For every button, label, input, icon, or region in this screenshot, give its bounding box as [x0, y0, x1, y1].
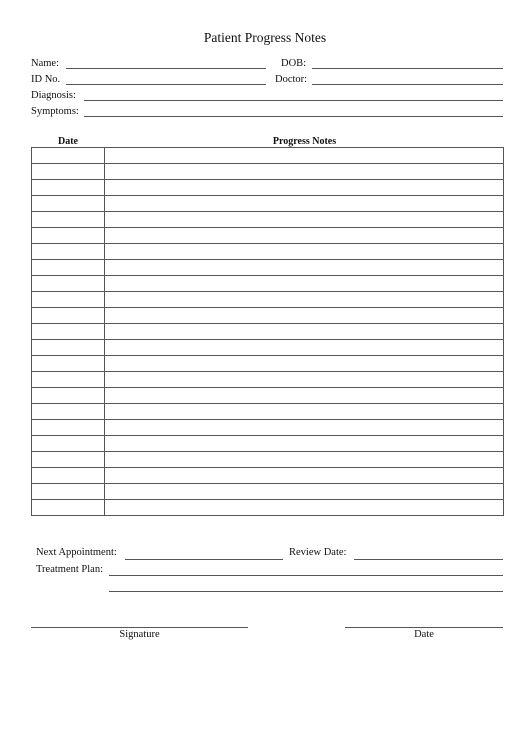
table-row	[32, 372, 504, 388]
table-row	[32, 228, 504, 244]
progress-note-cell[interactable]	[105, 276, 504, 292]
date-cell[interactable]	[32, 180, 105, 196]
progress-notes-column-header: Progress Notes	[272, 136, 337, 147]
date-cell[interactable]	[32, 260, 105, 276]
progress-note-cell[interactable]	[105, 404, 504, 420]
table-row	[32, 356, 504, 372]
progress-notes-table	[31, 147, 504, 516]
date-cell[interactable]	[32, 356, 105, 372]
progress-note-cell[interactable]	[105, 196, 504, 212]
doctor-field[interactable]	[312, 84, 503, 85]
id-no-label: ID No.	[31, 74, 61, 85]
progress-note-cell[interactable]	[105, 228, 504, 244]
progress-note-cell[interactable]	[105, 324, 504, 340]
progress-note-cell[interactable]	[105, 260, 504, 276]
progress-note-cell[interactable]	[105, 484, 504, 500]
progress-note-cell[interactable]	[105, 164, 504, 180]
table-row	[32, 500, 504, 516]
date-cell[interactable]	[32, 244, 105, 260]
table-row	[32, 340, 504, 356]
date-cell[interactable]	[32, 452, 105, 468]
table-row	[32, 244, 504, 260]
progress-note-cell[interactable]	[105, 340, 504, 356]
table-row	[32, 164, 504, 180]
date-cell[interactable]	[32, 468, 105, 484]
table-row	[32, 260, 504, 276]
table-row	[32, 388, 504, 404]
date-cell[interactable]	[32, 500, 105, 516]
doctor-label: Doctor:	[275, 74, 308, 85]
date-cell[interactable]	[32, 308, 105, 324]
table-row	[32, 308, 504, 324]
table-row	[32, 436, 504, 452]
progress-notes-body	[32, 148, 504, 516]
review-date-field[interactable]	[354, 559, 503, 560]
progress-note-cell[interactable]	[105, 372, 504, 388]
date-cell[interactable]	[32, 148, 105, 164]
date-cell[interactable]	[32, 388, 105, 404]
symptoms-label: Symptoms:	[31, 106, 79, 117]
symptoms-field[interactable]	[84, 116, 503, 117]
diagnosis-field[interactable]	[84, 100, 503, 101]
date-cell[interactable]	[32, 404, 105, 420]
dob-field[interactable]	[312, 68, 503, 69]
date-cell[interactable]	[32, 276, 105, 292]
date-cell[interactable]	[32, 372, 105, 388]
table-row	[32, 420, 504, 436]
signature-date-field[interactable]	[345, 627, 503, 628]
next-appointment-label: Next Appointment:	[36, 547, 117, 558]
next-appointment-field[interactable]	[125, 559, 283, 560]
progress-note-cell[interactable]	[105, 308, 504, 324]
progress-note-cell[interactable]	[105, 148, 504, 164]
dob-label: DOB:	[281, 58, 307, 69]
date-cell[interactable]	[32, 292, 105, 308]
progress-note-cell[interactable]	[105, 292, 504, 308]
date-cell[interactable]	[32, 228, 105, 244]
treatment-plan-label: Treatment Plan:	[36, 564, 103, 575]
date-cell[interactable]	[32, 196, 105, 212]
table-row	[32, 276, 504, 292]
table-row	[32, 148, 504, 164]
progress-note-cell[interactable]	[105, 436, 504, 452]
table-row	[32, 484, 504, 500]
date-cell[interactable]	[32, 340, 105, 356]
progress-note-cell[interactable]	[105, 356, 504, 372]
progress-note-cell[interactable]	[105, 212, 504, 228]
diagnosis-label: Diagnosis:	[31, 90, 76, 101]
date-column-header: Date	[58, 136, 78, 147]
treatment-plan-field-line-2[interactable]	[109, 591, 503, 592]
progress-note-cell[interactable]	[105, 468, 504, 484]
treatment-plan-field[interactable]	[109, 575, 503, 576]
table-row	[32, 468, 504, 484]
table-row	[32, 212, 504, 228]
table-row	[32, 292, 504, 308]
date-cell[interactable]	[32, 164, 105, 180]
signature-label: Signature	[119, 629, 160, 640]
name-label: Name:	[31, 58, 59, 69]
progress-note-cell[interactable]	[105, 420, 504, 436]
id-no-field[interactable]	[66, 84, 266, 85]
table-row	[32, 180, 504, 196]
progress-note-cell[interactable]	[105, 388, 504, 404]
form-title: Patient Progress Notes	[203, 30, 327, 45]
signature-date-label: Date	[414, 629, 434, 640]
progress-note-cell[interactable]	[105, 452, 504, 468]
name-field[interactable]	[66, 68, 266, 69]
date-cell[interactable]	[32, 212, 105, 228]
table-row	[32, 452, 504, 468]
table-row	[32, 324, 504, 340]
date-cell[interactable]	[32, 436, 105, 452]
date-cell[interactable]	[32, 484, 105, 500]
progress-note-cell[interactable]	[105, 500, 504, 516]
signature-field[interactable]	[31, 627, 248, 628]
date-cell[interactable]	[32, 324, 105, 340]
date-cell[interactable]	[32, 420, 105, 436]
progress-note-cell[interactable]	[105, 180, 504, 196]
table-row	[32, 404, 504, 420]
table-row	[32, 196, 504, 212]
review-date-label: Review Date:	[289, 547, 347, 558]
progress-note-cell[interactable]	[105, 244, 504, 260]
